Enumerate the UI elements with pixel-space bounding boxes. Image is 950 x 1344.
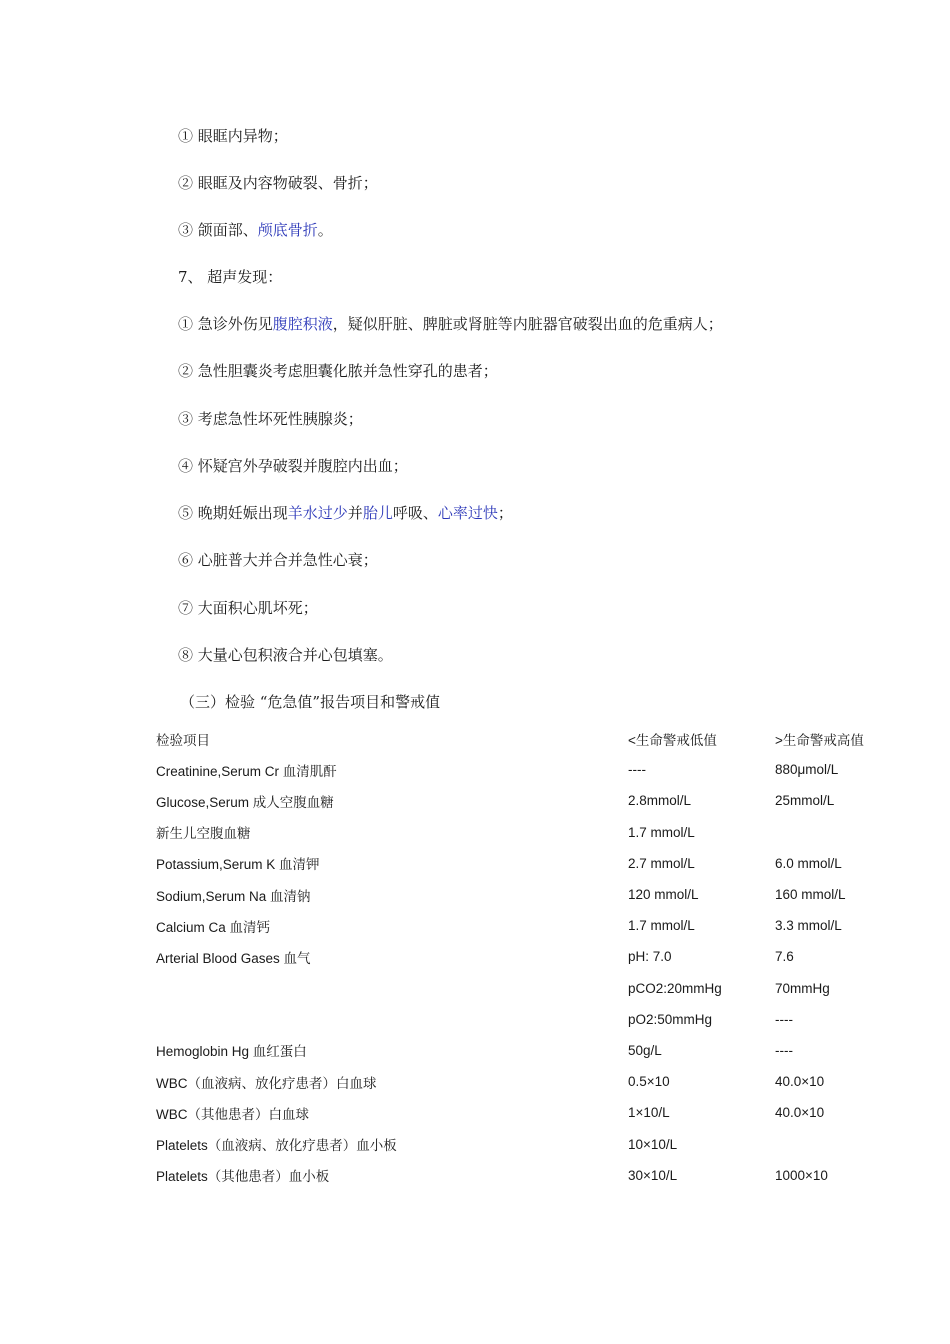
oligohydramnios-link[interactable]: 羊水过少 xyxy=(287,504,348,522)
high-value: 160 mmol/L xyxy=(775,887,846,903)
table-row xyxy=(156,785,885,816)
eye-item-1-text: ① 眼眶内异物； xyxy=(178,127,288,145)
high-value: 40.0×10 xyxy=(775,1074,825,1090)
eye-item-3-end: 。 xyxy=(317,221,333,239)
ultrasound-item-5-mid: 并 xyxy=(347,504,363,522)
low-value: 2.7 mmol/L xyxy=(628,855,695,871)
low-value: pCO2:20mmHg xyxy=(628,980,722,996)
high-value: ---- xyxy=(775,1011,793,1027)
ultrasound-item-6 xyxy=(178,550,378,570)
low-value: 50g/L xyxy=(628,1042,662,1058)
eye-item-3-text: ③ 颌面部、 xyxy=(178,221,258,239)
test-name: Arterial Blood Gases 血气 xyxy=(156,950,311,966)
low-value: 0.5×10 xyxy=(628,1074,670,1090)
eye-item-3 xyxy=(178,220,333,240)
ultrasound-item-1-start: ① 急诊外伤见 xyxy=(178,315,273,333)
table-row xyxy=(156,973,885,1004)
low-value: 1.7 mmol/L xyxy=(628,824,695,840)
table-row xyxy=(156,1004,885,1035)
skull-base-fracture-link[interactable]: 颅底骨折 xyxy=(257,221,318,239)
eye-item-2 xyxy=(178,173,378,193)
table-row xyxy=(156,848,885,879)
ultrasound-item-2-text: ② 急性胆囊炎考虑胆囊化脓并急性穿孔的患者； xyxy=(178,362,498,380)
ultrasound-item-2 xyxy=(178,361,498,381)
high-value: 6.0 mmol/L xyxy=(775,855,842,871)
test-name: WBC（其他患者）白血球 xyxy=(156,1106,309,1122)
low-value: pH: 7.0 xyxy=(628,949,672,965)
low-value: 2.8mmol/L xyxy=(628,793,692,809)
ultrasound-item-3-text: ③ 考虑急性坏死性胰腺炎； xyxy=(178,410,363,428)
table-row xyxy=(156,1160,885,1191)
table-row xyxy=(156,910,885,941)
ultrasound-item-3 xyxy=(178,409,363,429)
high-value: 40.0×10 xyxy=(775,1105,825,1121)
ultrasound-item-5-mid2: 呼吸、 xyxy=(392,504,438,522)
ultrasound-item-6-text: ⑥ 心脏普大并合并急性心衰； xyxy=(178,551,378,569)
eye-item-2-text: ② 眼眶及内容物破裂、骨折； xyxy=(178,174,378,192)
ultrasound-item-5-start: ⑤ 晚期妊娠出现 xyxy=(178,504,288,522)
lab-section-heading-text: （三）检验 “危急值”报告项目和警戒值 xyxy=(180,693,441,711)
ultrasound-item-8-text: ⑧ 大量心包积液合并心包填塞。 xyxy=(178,646,393,664)
high-value: 25mmol/L xyxy=(775,793,835,809)
table-row xyxy=(156,1066,885,1097)
table-row xyxy=(156,1128,885,1159)
test-name: Potassium,Serum K 血清钾 xyxy=(156,857,320,873)
high-value xyxy=(775,817,885,848)
header-high-value: >生命警戒高值 xyxy=(775,732,864,748)
ultrasound-heading-text: 7、 超声发现： xyxy=(178,268,283,286)
ultrasound-item-7-text: ⑦ 大面积心肌坏死； xyxy=(178,599,318,617)
table-header-row xyxy=(156,723,885,754)
low-value: 1×10/L xyxy=(628,1105,670,1121)
test-name: Creatinine,Serum Cr 血清肌酐 xyxy=(156,763,337,779)
header-test-item: 检验项目 xyxy=(156,732,210,748)
low-value: 1.7 mmol/L xyxy=(628,918,695,934)
high-value xyxy=(775,1128,885,1159)
ultrasound-item-4-text: ④ 怀疑宫外孕破裂并腹腔内出血； xyxy=(178,457,408,475)
table-row xyxy=(156,1035,885,1066)
test-name: 新生儿空腹血糖 xyxy=(156,826,251,842)
low-value: ---- xyxy=(628,762,646,778)
ultrasound-item-1 xyxy=(178,314,723,334)
test-name xyxy=(156,973,628,1004)
fetus-link[interactable]: 胎儿 xyxy=(362,504,393,522)
ultrasound-item-4 xyxy=(178,456,408,476)
test-name: Glucose,Serum 成人空腹血糖 xyxy=(156,794,334,810)
lab-section-heading xyxy=(180,692,440,712)
table-row xyxy=(156,817,885,848)
ultrasound-item-5-end: ； xyxy=(497,504,513,522)
test-name: Platelets（血液病、放化疗患者）血小板 xyxy=(156,1138,397,1154)
ultrasound-item-8 xyxy=(178,645,393,665)
low-value: 120 mmol/L xyxy=(628,887,699,903)
high-value: ---- xyxy=(775,1042,793,1058)
test-name: Hemoglobin Hg 血红蛋白 xyxy=(156,1044,307,1060)
header-low-value: <生命警戒低值 xyxy=(628,732,717,748)
ascites-link[interactable]: 腹腔积液 xyxy=(272,315,333,333)
eye-item-1 xyxy=(178,126,288,146)
tachycardia-link[interactable]: 心率过快 xyxy=(437,504,498,522)
test-name: Calcium Ca 血清钙 xyxy=(156,919,271,935)
low-value: 30×10/L xyxy=(628,1167,678,1183)
table-row xyxy=(156,1097,885,1128)
test-name xyxy=(156,1004,628,1035)
ultrasound-item-5 xyxy=(178,503,513,523)
low-value: pO2:50mmHg xyxy=(628,1011,713,1027)
ultrasound-item-1-end: ，疑似肝脏、脾脏或肾脏等内脏器官破裂出血的危重病人； xyxy=(332,315,723,333)
test-name: WBC（血液病、放化疗患者）白血球 xyxy=(156,1075,377,1091)
high-value: 1000×10 xyxy=(775,1167,828,1183)
high-value: 7.6 xyxy=(775,949,794,965)
high-value: 70mmHg xyxy=(775,980,830,996)
test-name: Platelets（其他患者）血小板 xyxy=(156,1169,330,1185)
critical-values-table xyxy=(156,723,885,1191)
table-row xyxy=(156,879,885,910)
table-row xyxy=(156,754,885,785)
high-value: 3.3 mmol/L xyxy=(775,918,842,934)
test-name: Sodium,Serum Na 血清钠 xyxy=(156,888,311,904)
table-row xyxy=(156,941,885,972)
ultrasound-heading xyxy=(178,267,282,287)
low-value: 10×10/L xyxy=(628,1136,678,1152)
high-value: 880μmol/L xyxy=(775,762,839,778)
ultrasound-item-7 xyxy=(178,598,318,618)
